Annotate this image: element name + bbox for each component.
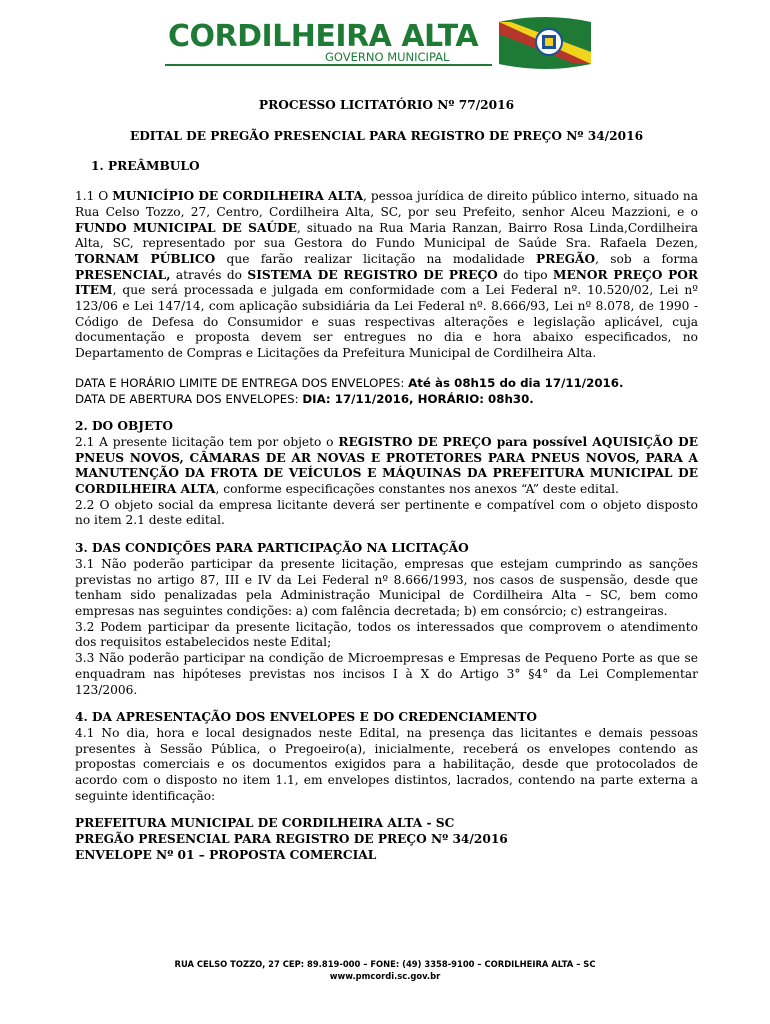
edital-title: EDITAL DE PREGÃO PRESENCIAL PARA REGISTRO DE PREÇO Nº 34/2016	[129, 128, 644, 143]
section-2-2-paragraph: 2.2 O objeto social da empresa licitante deverá ser pertinente e compatível com o objeto disposto no item 2.1 deste edital.	[75, 497, 698, 528]
document-body	[75, 98, 698, 864]
letterhead	[0, 0, 770, 75]
section-1-heading: 1. PREÂMBULO	[91, 159, 200, 174]
opening-date: DATA DE ABERTURA DOS ENVELOPES: DIA: 17/11/2016, HORÁRIO: 08h30.	[75, 391, 534, 406]
section-4-heading: 4. DA APRESENTAÇÃO DOS ENVELOPES E DO CREDENCIAMENTO	[75, 710, 538, 725]
envelope-label-line-1: PREFEITURA MUNICIPAL DE CORDILHEIRA ALTA - SC	[75, 816, 455, 831]
envelope-label-line-2: PREGÃO PRESENCIAL PARA REGISTRO DE PREÇO Nº 34/2016	[75, 832, 508, 847]
section-3-heading: 3. DAS CONDIÇÕES PARA PARTICIPAÇÃO NA LICITAÇÃO	[75, 541, 469, 556]
section-3-2-paragraph: 3.2 Podem participar da presente licitação, todos os interessados que comprovem o atendimento dos requisitos estabelecidos neste Edital;	[75, 619, 698, 650]
section-3-1-paragraph: 3.1 Não poderão participar da presente licitação, empresas que estejam cumprindo as sanções previstas no artigo 87, III e IV da Lei Federal nº 8.666/1993, nos casos de suspensão, desde que tenham sido penalizadas pela Administração Municipal de Cordilheira Alta – SC, bem como empresas nas seguintes condições: a) com falência decretada; b) em consórcio; c) estrangeiras.	[75, 556, 698, 618]
logo-divider	[165, 64, 492, 66]
footer-address: RUA CELSO TOZZO, 27 CEP: 89.819-000 – FONE: (49) 3358-9100 – CORDILHEIRA ALTA – SC	[174, 959, 596, 969]
section-2-heading: 2. DO OBJETO	[75, 419, 174, 434]
footer-website: www.pmcordi.sc.gov.br	[329, 971, 441, 981]
envelope-label-line-3: ENVELOPE Nº 01 – PROPOSTA COMERCIAL	[75, 847, 377, 862]
section-3-3-paragraph: 3.3 Não poderão participar na condição de Microempresas e Empresas de Pequeno Porte as que se enquadram nas hipóteses previstas nos incisos I à X do Artigo 3° §4° da Lei Complementar 123/2006.	[75, 651, 698, 697]
section-2-1-paragraph: 2.1 A presente licitação tem por objeto o REGISTRO DE PREÇO para possível AQUISIÇÃO DE PNEUS NOVOS, CÂMARAS DE AR NOVAS E PROTETORES PARA PNEUS NOVOS, PARA A MANUTENÇÃO DA FROTA DE VEÍCULOS E MÁQUINAS DA PREFEITURA MUNICIPAL DE CORDILHEIRA ALTA, conforme especificações constantes nos anexos “A” deste edital.	[75, 434, 698, 497]
delivery-deadline: DATA E HORÁRIO LIMITE DE ENTREGA DOS ENVELOPES: Até às 08h15 do dia 17/11/2016.	[75, 375, 624, 390]
section-4-1-paragraph: 4.1 No dia, hora e local designados neste Edital, na presença das licitantes e demais pessoas presentes à Sessão Pública, o Pregoeiro(a), inicialmente, receberá os envelopes contendo as propostas comerciais e os documentos exigidos para a habilitação, desde que protocolados de acordo com o disposto no item 1.1, em envelopes distintos, lacrados, contendo na parte externa a seguinte identificação:	[75, 725, 698, 803]
page-footer	[0, 958, 770, 982]
section-1-1-paragraph: 1.1 O MUNICÍPIO DE CORDILHEIRA ALTA, pessoa jurídica de direito público interno, situado na Rua Celso Tozzo, 27, Centro, Cordilheira Alta, SC, por seu Prefeito, senhor Alceu Mazzioni, e o FUNDO MUNICIPAL DE SAÚDE, situado na Rua Maria Ranzan, Bairro Rosa Linda,Cordilheira Alta, SC, representado por sua Gestora do Fundo Municipal de Saúde Sra. Rafaela Dezen, TORNAM PÚBLICO que farão realizar licitação na modalidade PREGÃO, sob a forma PRESENCIAL, através do SISTEMA DE REGISTRO DE PREÇO do tipo MENOR PREÇO POR ITEM, que será processada e julgada em conformidade com a Lei Federal nº. 10.520/02, Lei nº 123/06 e Lei 147/14, com aplicação subsidiária da Lei Federal nº. 8.666/93, Lei nº 8.078, de 1990 - Código de Defesa do Consumidor e suas respectivas alterações e legislação aplicável, cuja documentação e proposta devem ser entregues no dia e hora abaixo especificados, no Departamento de Compras e Licitações da Prefeitura Municipal de Cordilheira Alta.	[75, 189, 699, 361]
logo-subtitle: GOVERNO MUNICIPAL	[325, 50, 450, 64]
municipal-flag-icon	[497, 14, 593, 72]
logo-title: CORDILHEIRA ALTA	[168, 19, 479, 54]
process-title: PROCESSO LICITATÓRIO Nº 77/2016	[258, 98, 515, 112]
